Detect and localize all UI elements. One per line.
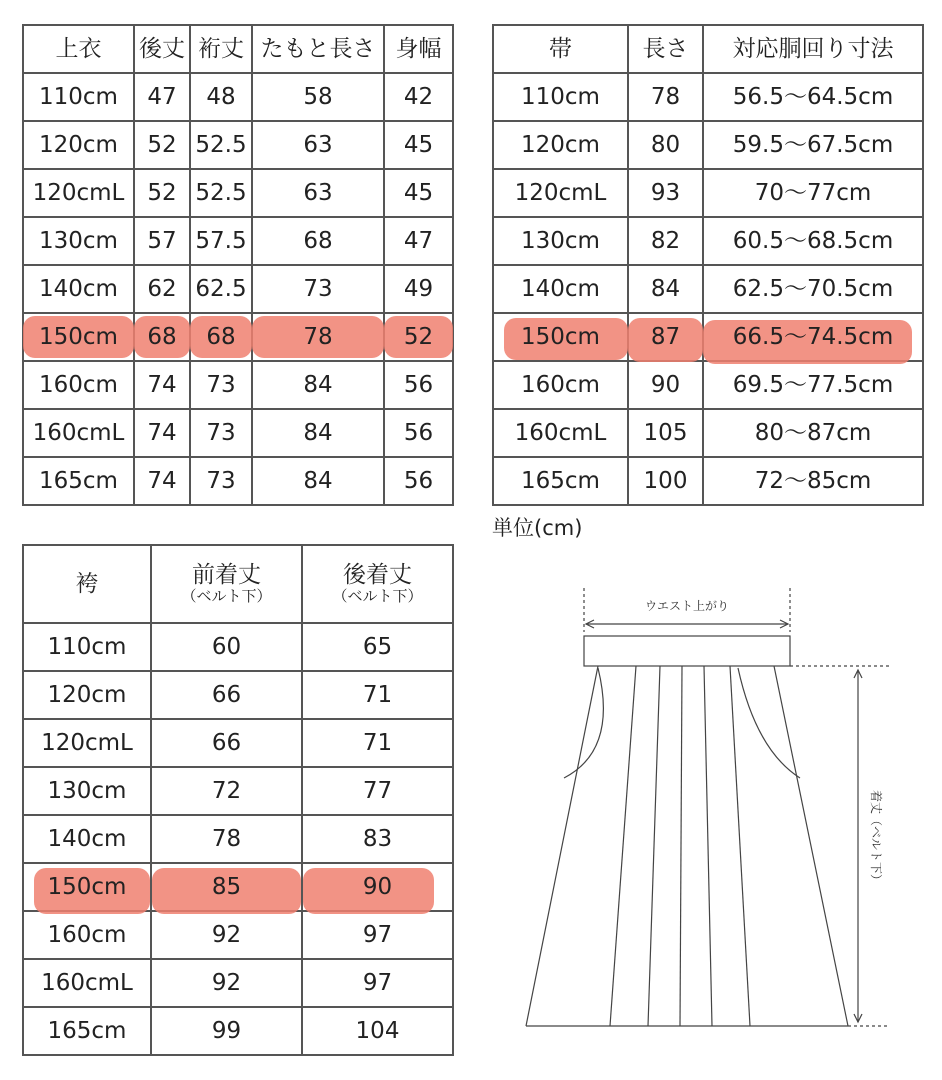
obi-row [493, 169, 923, 217]
hakama-diagram [500, 570, 920, 1040]
table-cell [23, 73, 134, 121]
cell-text: 97 [362, 969, 393, 996]
cell-text: 120cmL [41, 729, 133, 756]
obi-header-cell: 対応胴回り寸法 [703, 25, 923, 73]
pleat-line [648, 666, 660, 1026]
cell-text: 68 [303, 227, 333, 254]
table-cell [151, 911, 302, 959]
cell-text: 110cm [521, 83, 600, 110]
cell-text: 87 [650, 323, 681, 350]
table-cell [384, 313, 453, 361]
cell-text: 62.5〜70.5cm [732, 275, 894, 302]
table-cell [151, 767, 302, 815]
jacket-header-cell: 裄丈 [190, 25, 252, 73]
obi-header-row [493, 25, 923, 73]
table-cell [23, 457, 134, 505]
table-cell [23, 1007, 151, 1055]
cell-text: 42 [403, 83, 434, 110]
cell-text: 62.5 [195, 275, 247, 302]
cell-text: 83 [362, 825, 393, 852]
table-cell [493, 361, 628, 409]
cell-text: 62 [147, 275, 177, 302]
table-cell [493, 265, 628, 313]
table-cell [302, 911, 453, 959]
cell-text: 165cm [39, 467, 118, 494]
cell-text: 56 [403, 467, 434, 494]
jacket-row [23, 457, 453, 505]
table-cell [151, 671, 302, 719]
table-cell [703, 457, 923, 505]
cell-text: 68 [147, 323, 177, 350]
table-cell [151, 815, 302, 863]
unit-label: 単位(cm) [492, 516, 583, 540]
jacket-row [23, 121, 453, 169]
cell-text: 160cm [39, 371, 118, 398]
table-cell [493, 457, 628, 505]
cell-text: 49 [403, 275, 434, 302]
table-cell [23, 265, 134, 313]
cell-text: 47 [147, 83, 177, 110]
jacket-size-table [22, 24, 454, 506]
table-cell [302, 1007, 453, 1055]
table-cell [628, 313, 703, 361]
cell-text: 90 [362, 873, 393, 900]
table-cell [628, 73, 703, 121]
hakama-row [23, 815, 453, 863]
jacket-row [23, 217, 453, 265]
table-cell [134, 361, 190, 409]
table-cell [703, 121, 923, 169]
cell-text: 63 [303, 179, 333, 206]
table-cell [302, 863, 453, 911]
obi-row [493, 217, 923, 265]
obi-row [493, 313, 923, 361]
cell-text: 71 [362, 729, 393, 756]
table-cell [493, 121, 628, 169]
table-cell [134, 265, 190, 313]
cell-text: 150cm [39, 323, 118, 350]
skirt-outline-right [774, 666, 848, 1026]
table-cell [628, 217, 703, 265]
cell-text: 71 [362, 681, 393, 708]
table-cell [23, 121, 134, 169]
cell-text: 69.5〜77.5cm [732, 371, 894, 398]
table-cell [302, 719, 453, 767]
cell-text: 56 [403, 419, 434, 446]
table-cell [628, 361, 703, 409]
jacket-header-cell: たもと長さ [252, 25, 384, 73]
table-cell [23, 313, 134, 361]
table-cell [703, 361, 923, 409]
cell-text: 73 [206, 371, 236, 398]
table-cell [190, 169, 252, 217]
table-cell [252, 313, 384, 361]
table-cell [134, 457, 190, 505]
cell-text: 100 [643, 467, 688, 494]
table-cell [190, 265, 252, 313]
table-cell [302, 671, 453, 719]
table-cell [134, 409, 190, 457]
cell-text: 140cm [521, 275, 600, 302]
table-cell [134, 169, 190, 217]
cell-text: 120cmL [32, 179, 125, 206]
hakama-row [23, 1007, 453, 1055]
table-cell [151, 719, 302, 767]
cell-text: 80〜87cm [754, 419, 872, 446]
cell-text: 73 [206, 467, 236, 494]
cell-text: 120cmL [514, 179, 607, 206]
table-cell [384, 265, 453, 313]
cell-text: 78 [211, 825, 242, 852]
cell-text: 104 [355, 1017, 400, 1044]
table-cell [493, 409, 628, 457]
hakama-row [23, 863, 453, 911]
table-cell [23, 863, 151, 911]
table-cell [134, 73, 190, 121]
table-cell [252, 409, 384, 457]
table-cell [23, 169, 134, 217]
jacket-row [23, 265, 453, 313]
cell-text: 140cm [47, 825, 127, 852]
cell-text: 165cm [47, 1017, 127, 1044]
cell-text: 52 [403, 323, 434, 350]
cell-text: 66 [211, 729, 242, 756]
table-cell [252, 73, 384, 121]
cell-text: 160cm [521, 371, 600, 398]
hakama-header-row [23, 545, 453, 623]
table-cell [151, 959, 302, 1007]
table-cell [23, 767, 151, 815]
table-cell [151, 623, 302, 671]
cell-text: 130cm [39, 227, 118, 254]
cell-text: 165cm [521, 467, 600, 494]
table-cell [703, 265, 923, 313]
cell-text: 120cm [47, 681, 127, 708]
cell-text: 160cm [47, 921, 127, 948]
obi-size-table [492, 24, 924, 506]
table-cell [384, 457, 453, 505]
cell-text: 60 [211, 633, 242, 660]
cell-text: 130cm [521, 227, 600, 254]
jacket-header-row [23, 25, 453, 73]
cell-text: 57 [147, 227, 177, 254]
cell-text: 56.5〜64.5cm [732, 83, 894, 110]
hakama-header-cell: 前着丈 （ベルト下） [151, 545, 302, 623]
pleat-line [680, 666, 682, 1026]
table-cell [703, 217, 923, 265]
obi-row [493, 409, 923, 457]
table-cell [151, 863, 302, 911]
cell-text: 82 [650, 227, 681, 254]
table-cell [628, 265, 703, 313]
cell-text: 160cmL [514, 419, 607, 446]
cell-text: 73 [206, 419, 236, 446]
cell-text: 92 [211, 969, 242, 996]
table-cell [384, 361, 453, 409]
cell-text: 105 [643, 419, 688, 446]
obi-row [493, 457, 923, 505]
table-cell [190, 313, 252, 361]
cell-text: 66 [211, 681, 242, 708]
cell-text: 63 [303, 131, 333, 158]
cell-text: 160cmL [41, 969, 133, 996]
cell-text: 74 [147, 419, 177, 446]
cell-text: 73 [303, 275, 333, 302]
cell-text: 150cm [521, 323, 600, 350]
table-cell [628, 457, 703, 505]
jacket-row [23, 73, 453, 121]
table-cell [384, 217, 453, 265]
cell-text: 68 [206, 323, 236, 350]
cell-text: 45 [403, 131, 434, 158]
cell-text: 97 [362, 921, 393, 948]
table-cell [384, 73, 453, 121]
side-slit-right [738, 668, 800, 778]
hakama-row [23, 719, 453, 767]
table-cell [703, 313, 923, 361]
jacket-row [23, 169, 453, 217]
table-cell [252, 121, 384, 169]
cell-text: 48 [206, 83, 236, 110]
cell-text: 72 [211, 777, 242, 804]
skirt-outline-left [526, 666, 598, 1026]
pleat-line [704, 666, 712, 1026]
cell-text: 120cm [521, 131, 600, 158]
table-cell [628, 169, 703, 217]
jacket-row [23, 313, 453, 361]
table-cell [302, 959, 453, 1007]
hakama-header-cell: 後着丈 （ベルト下） [302, 545, 453, 623]
cell-text: 110cm [47, 633, 127, 660]
table-cell [151, 1007, 302, 1055]
cell-text: 90 [650, 371, 681, 398]
cell-text: 74 [147, 371, 177, 398]
jacket-header-cell: 後丈 [134, 25, 190, 73]
table-cell [23, 361, 134, 409]
hakama-row [23, 623, 453, 671]
table-cell [384, 169, 453, 217]
cell-text: 78 [650, 83, 681, 110]
table-cell [252, 169, 384, 217]
table-cell [302, 767, 453, 815]
cell-text: 58 [303, 83, 333, 110]
table-cell [628, 121, 703, 169]
table-cell [23, 959, 151, 1007]
table-cell [384, 409, 453, 457]
pleat-line [730, 666, 750, 1026]
table-cell [493, 217, 628, 265]
table-cell [190, 457, 252, 505]
cell-text: 74 [147, 467, 177, 494]
table-cell [190, 361, 252, 409]
table-cell [23, 719, 151, 767]
hakama-size-table [22, 544, 454, 1056]
cell-text: 77 [362, 777, 393, 804]
cell-text: 66.5〜74.5cm [732, 323, 894, 350]
cell-text: 78 [303, 323, 333, 350]
cell-text: 140cm [39, 275, 118, 302]
cell-text: 84 [303, 467, 333, 494]
cell-text: 84 [650, 275, 681, 302]
cell-text: 65 [362, 633, 393, 660]
table-cell [252, 217, 384, 265]
table-cell [23, 671, 151, 719]
cell-text: 56 [403, 371, 434, 398]
table-cell [134, 121, 190, 169]
hakama-header-cell: 袴 [23, 545, 151, 623]
table-cell [23, 815, 151, 863]
cell-text: 84 [303, 419, 333, 446]
table-cell [252, 361, 384, 409]
table-cell [252, 265, 384, 313]
cell-text: 52 [147, 179, 177, 206]
cell-text: 52.5 [195, 179, 247, 206]
table-cell [190, 409, 252, 457]
jacket-header-cell: 身幅 [384, 25, 453, 73]
table-cell [252, 457, 384, 505]
table-cell [493, 313, 628, 361]
table-cell [493, 73, 628, 121]
table-cell [302, 815, 453, 863]
cell-text: 93 [650, 179, 681, 206]
hakama-row [23, 767, 453, 815]
table-cell [302, 623, 453, 671]
obi-row [493, 73, 923, 121]
table-cell [23, 217, 134, 265]
obi-row [493, 361, 923, 409]
hakama-row [23, 911, 453, 959]
obi-header-cell: 帯 [493, 25, 628, 73]
cell-text: 130cm [47, 777, 127, 804]
length-label: 着丈（ベルト下） [869, 790, 883, 887]
cell-text: 84 [303, 371, 333, 398]
cell-text: 80 [650, 131, 681, 158]
table-cell [190, 73, 252, 121]
jacket-header-cell: 上衣 [23, 25, 134, 73]
table-cell [703, 169, 923, 217]
cell-text: 52 [147, 131, 177, 158]
cell-text: 70〜77cm [754, 179, 872, 206]
cell-text: 72〜85cm [754, 467, 872, 494]
table-cell [23, 409, 134, 457]
obi-row [493, 265, 923, 313]
cell-text: 150cm [47, 873, 127, 900]
cell-text: 47 [403, 227, 434, 254]
cell-text: 110cm [39, 83, 118, 110]
cell-text: 45 [403, 179, 434, 206]
hakama-row [23, 671, 453, 719]
table-cell [23, 911, 151, 959]
table-cell [703, 409, 923, 457]
jacket-row [23, 409, 453, 457]
obi-header-cell: 長さ [628, 25, 703, 73]
cell-text: 60.5〜68.5cm [732, 227, 894, 254]
cell-text: 99 [211, 1017, 242, 1044]
table-cell [134, 313, 190, 361]
table-cell [190, 121, 252, 169]
hakama-row [23, 959, 453, 1007]
cell-text: 120cm [39, 131, 118, 158]
table-cell [134, 217, 190, 265]
waist-label: ウエスト上がり [644, 599, 730, 613]
cell-text: 59.5〜67.5cm [732, 131, 894, 158]
cell-text: 85 [211, 873, 242, 900]
obi-row [493, 121, 923, 169]
table-cell [628, 409, 703, 457]
pleat-line [610, 666, 636, 1026]
table-cell [493, 169, 628, 217]
cell-text: 160cmL [32, 419, 125, 446]
table-cell [384, 121, 453, 169]
side-slit-left [564, 668, 603, 778]
cell-text: 52.5 [195, 131, 247, 158]
jacket-row [23, 361, 453, 409]
table-cell [23, 623, 151, 671]
cell-text: 57.5 [195, 227, 247, 254]
table-cell [703, 73, 923, 121]
cell-text: 92 [211, 921, 242, 948]
waistband-shape [584, 636, 790, 666]
table-cell [190, 217, 252, 265]
